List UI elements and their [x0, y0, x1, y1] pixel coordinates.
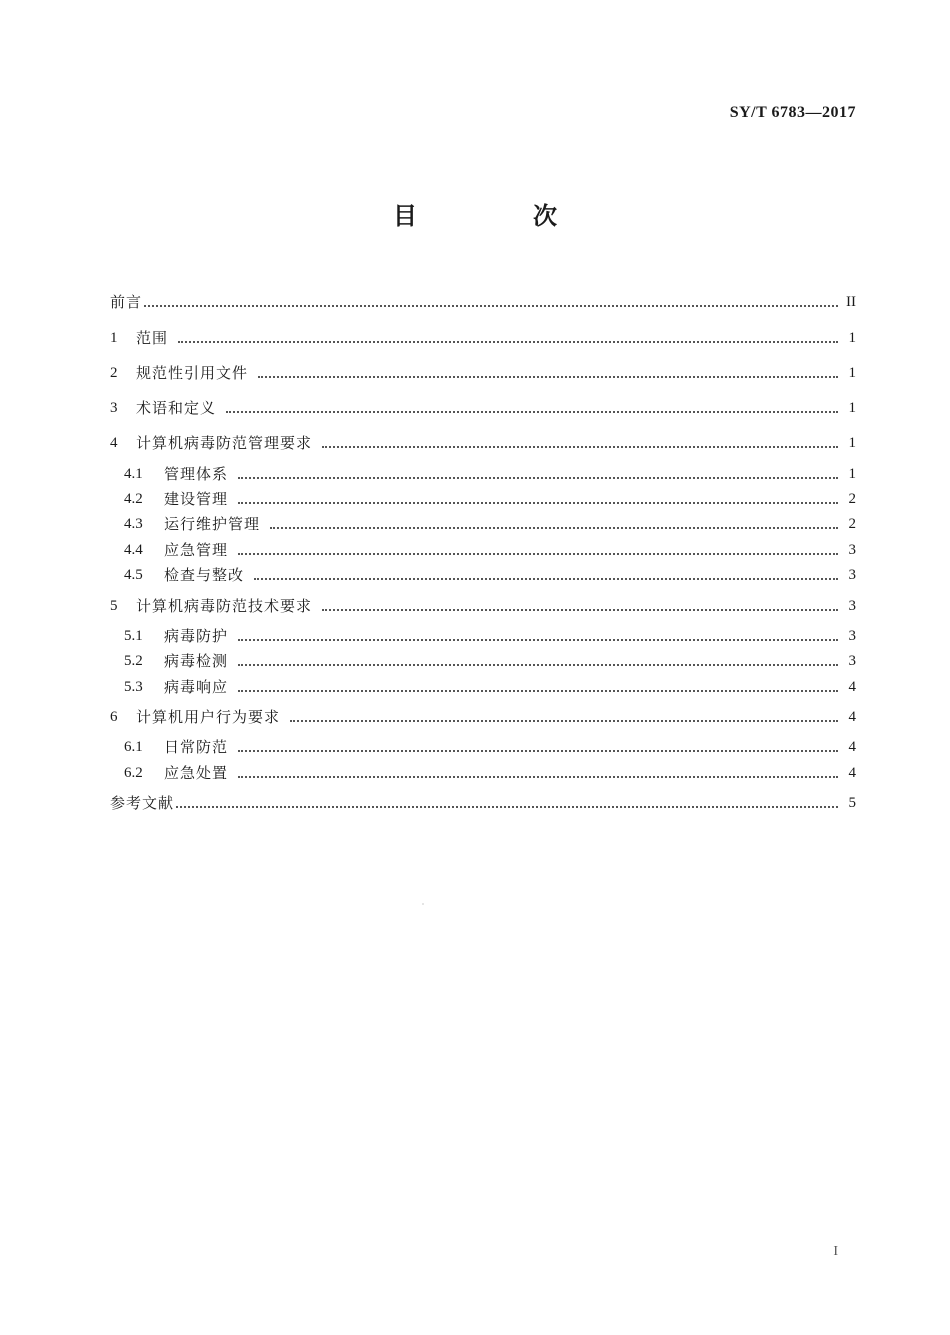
toc-entry — [124, 647, 856, 671]
toc-entry-number: 6.2 — [124, 765, 143, 781]
toc-entry-number: 4.5 — [124, 567, 143, 583]
toc-entry-label: 计算机病毒防范技术要求 — [136, 597, 313, 615]
toc-entry — [110, 703, 856, 727]
toc-entry-page: 3 — [848, 628, 856, 644]
toc-entry — [124, 622, 856, 646]
dot-leader — [290, 720, 838, 722]
toc-entry-page: 4 — [848, 679, 856, 695]
toc-entry-label: 应急处置 — [164, 764, 229, 782]
dot-leader — [238, 690, 838, 692]
toc-entry-page: 3 — [848, 653, 856, 669]
standard-code: SY/T 6783—2017 — [729, 104, 856, 121]
toc-entry-page: 5 — [848, 795, 856, 811]
toc-entry-page: 1 — [848, 466, 856, 482]
dot-leader — [270, 527, 838, 529]
toc-entry-label: 范围 — [136, 329, 169, 347]
toc-entry-number: 4.4 — [124, 542, 143, 558]
toc-entry — [124, 673, 856, 697]
toc-entry-page: 4 — [848, 765, 856, 781]
toc-entry-number: 4.1 — [124, 466, 143, 482]
toc-entry-page: 1 — [848, 435, 856, 451]
toc-entry — [110, 324, 856, 348]
toc-entry — [110, 359, 856, 383]
dot-leader — [258, 376, 838, 378]
toc-entry — [124, 510, 856, 534]
toc-entry-label: 计算机病毒防范管理要求 — [136, 434, 313, 452]
toc-entry-label: 检查与整改 — [164, 566, 245, 584]
toc-entry-number: 5.3 — [124, 679, 143, 695]
toc-entry-page: 3 — [848, 542, 856, 558]
dot-leader — [238, 750, 838, 752]
toc-entry — [110, 592, 856, 616]
toc-entry-label: 管理体系 — [164, 465, 229, 483]
dot-leader — [322, 609, 838, 611]
toc-entry — [124, 536, 856, 560]
toc-entry — [124, 485, 856, 509]
toc-entry-label: 应急管理 — [164, 541, 229, 559]
toc-entry — [124, 733, 856, 757]
toc-entry — [110, 789, 856, 813]
dot-leader — [238, 664, 838, 666]
dot-leader — [238, 776, 838, 778]
toc-entry-page: 4 — [848, 709, 856, 725]
toc-entry — [110, 288, 856, 312]
toc-entry-number: 2 — [110, 365, 118, 381]
toc-entry-number: 4 — [110, 435, 118, 451]
toc-entry — [110, 429, 856, 453]
toc-entry-label: 病毒检测 — [164, 652, 229, 670]
toc-entry — [124, 759, 856, 783]
dot-leader — [178, 341, 838, 343]
toc-entry-number: 5 — [110, 598, 118, 614]
toc-entry-page: II — [846, 294, 856, 310]
dot-leader — [144, 305, 838, 307]
toc-entry-number: 6.1 — [124, 739, 143, 755]
toc-entry-label: 病毒响应 — [164, 678, 229, 696]
toc-entry-page: 4 — [848, 739, 856, 755]
toc-entry — [124, 460, 856, 484]
dot-leader — [226, 411, 838, 413]
toc-entry-label: 参考文献 — [110, 794, 175, 812]
toc-entry-number: 1 — [110, 330, 118, 346]
dot-leader — [176, 806, 838, 808]
dot-leader — [238, 502, 838, 504]
toc-entry-label: 运行维护管理 — [164, 515, 261, 533]
toc-entry-page: 1 — [848, 365, 856, 381]
dot-leader — [238, 477, 838, 479]
page-number: I — [833, 1244, 838, 1259]
scan-speck — [422, 903, 424, 905]
dot-leader — [238, 639, 838, 641]
toc-entry-number: 5.1 — [124, 628, 143, 644]
toc-entry-number: 3 — [110, 400, 118, 416]
toc-entry-label: 建设管理 — [164, 490, 229, 508]
toc-entry-number: 5.2 — [124, 653, 143, 669]
toc-entry-number: 4.3 — [124, 516, 143, 532]
toc-entry-page: 2 — [848, 516, 856, 532]
toc-entry — [110, 394, 856, 418]
dot-leader — [322, 446, 838, 448]
toc-entry-page: 1 — [848, 330, 856, 346]
toc-entry-number: 4.2 — [124, 491, 143, 507]
toc-entry-page: 3 — [848, 567, 856, 583]
toc-entry-label: 前言 — [110, 293, 143, 311]
toc-entry-page: 3 — [848, 598, 856, 614]
page-title: 目 次 — [393, 202, 603, 230]
toc-entry-number: 6 — [110, 709, 118, 725]
toc-entry-label: 日常防范 — [164, 738, 229, 756]
toc-entry-label: 计算机用户行为要求 — [136, 708, 281, 726]
toc-entry-page: 1 — [848, 400, 856, 416]
toc-entry-page: 2 — [848, 491, 856, 507]
dot-leader — [238, 553, 838, 555]
toc-entry-label: 术语和定义 — [136, 399, 217, 417]
toc-entry-label: 规范性引用文件 — [136, 364, 249, 382]
toc-entry — [124, 561, 856, 585]
toc-entry-label: 病毒防护 — [164, 627, 229, 645]
dot-leader — [254, 578, 838, 580]
